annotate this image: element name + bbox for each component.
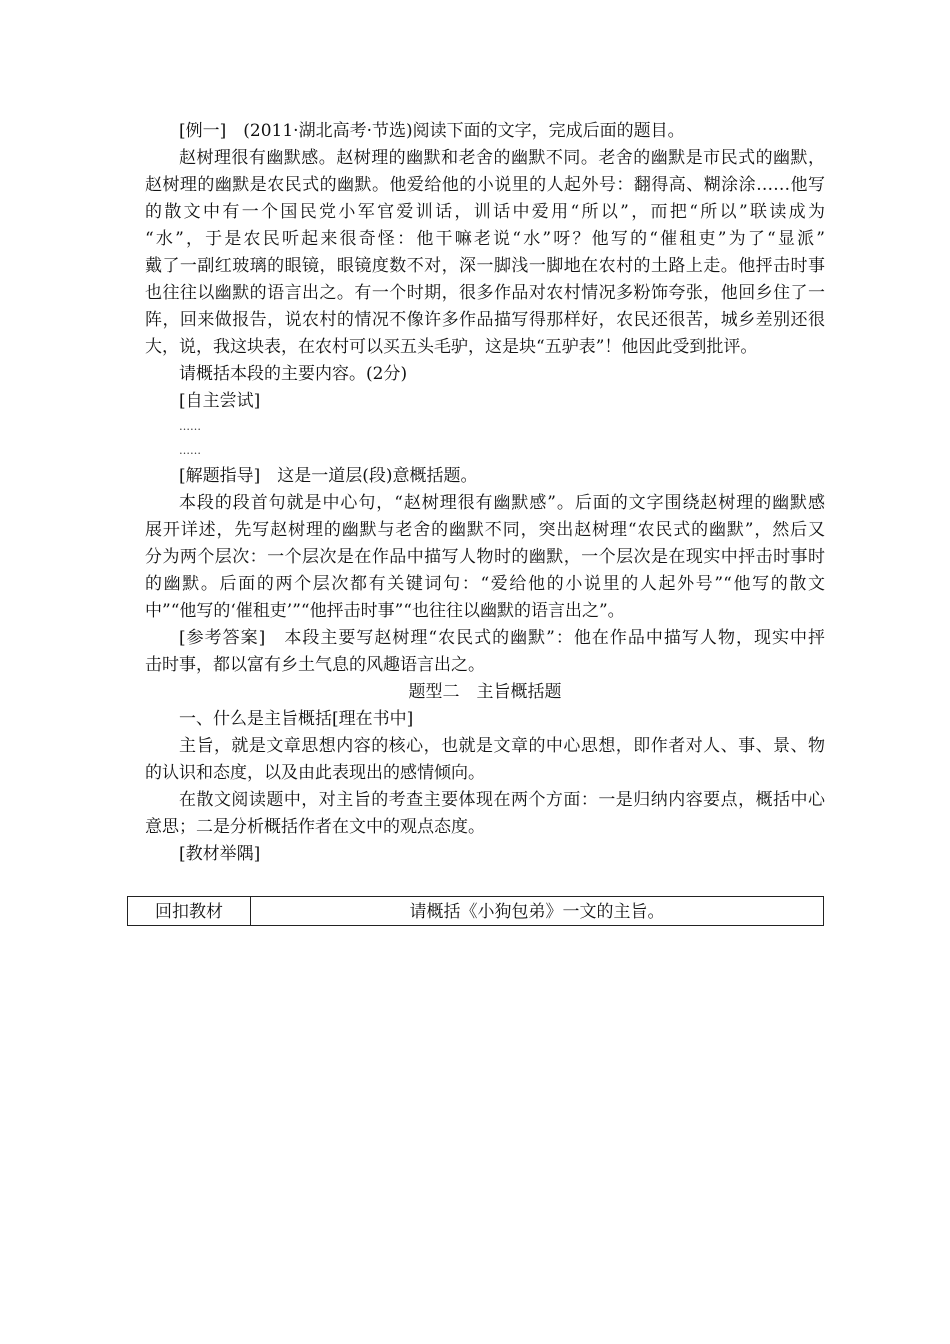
guide-line: 分为两个层次：一个层次是在作品中描写人物时的幽默，一个层次是在现实中抨击时事时: [145, 547, 825, 567]
section-title: 题型二 主旨概括题: [408, 682, 562, 702]
textbook-table: [127, 896, 824, 926]
question: 请概括本段的主要内容。(2分): [179, 364, 408, 384]
passage-line: 赵树理的幽默是农民式的幽默。他爱给他的小说里的人起外号：翻得高、糊涂涂……他写: [145, 175, 825, 195]
passage-line: 赵树理很有幽默感。赵树理的幽默和老舍的幽默不同。老舍的幽默是市民式的幽默，: [179, 148, 825, 168]
passage-line: 大，说，我这块表，在农村可以买五头毛驴，这是块“五驴表”！他因此受到批评。: [145, 337, 758, 357]
passage-line: “水”，于是农民听起来很奇怪：他干嘛老说“水”呀？他写的“催租吏”为了“显派”: [145, 229, 825, 249]
definition-line: 的认识和态度，以及由此表现出的感情倾向。: [145, 763, 485, 783]
reference-answer: [参考答案] 本段主要写赵树理“农民式的幽默”：他在作品中描写人物，现实中抨: [179, 628, 825, 648]
passage-line: 的散文中有一个国民党小军官爱训话，训话中爱用“所以”，而把“所以”联读成为: [145, 202, 825, 222]
example-heading: [例一] (2011·湖北高考·节选)阅读下面的文字，完成后面的题目。: [179, 121, 685, 141]
guide-line: 展开详述，先写赵树理的幽默与老舍的幽默不同，突出赵树理“农民式的幽默”，然后又: [145, 520, 825, 540]
self-try-label: [自主尝试]: [179, 391, 261, 411]
table-row: [128, 897, 824, 926]
reference-answer: 击时事，都以富有乡土气息的风趣语言出之。: [145, 655, 485, 675]
passage-line: 戴了一副红玻璃的眼镜，眼镜度数不对，深一脚浅一脚地在农村的土路上走。他抨击时事: [145, 256, 825, 276]
passage-line: 阵，回来做报告，说农村的情况不像许多作品描写得那样好，农民还很苦，城乡差别还很: [145, 310, 825, 330]
definition-line: 主旨，就是文章思想内容的核心，也就是文章的中心思想，即作者对人、事、景、物: [179, 736, 825, 756]
document-page: [145, 118, 825, 868]
guide-line: 的幽默。后面的两个层次都有关键词句：“爱给他的小说里的人起外号”“他写的散文: [145, 574, 825, 594]
guide-line: 本段的段首句就是中心句，“赵树理很有幽默感”。后面的文字围绕赵树理的幽默感: [179, 493, 825, 513]
exam-focus-line: 意思；二是分析概括作者在文中的观点态度。: [145, 817, 485, 837]
table-cell-question: 请概括《小狗包弟》一文的主旨。: [251, 897, 824, 926]
guide-label: [解题指导] 这是一道层(段)意概括题。: [179, 466, 478, 486]
table-cell-label: 回扣教材: [128, 897, 251, 926]
textbook-label: [教材举隅]: [179, 844, 261, 864]
answer-blank: ……: [179, 444, 201, 457]
section-subheading: 一、什么是主旨概括[理在书中]: [179, 709, 414, 729]
exam-focus-line: 在散文阅读题中，对主旨的考查主要体现在两个方面：一是归纳内容要点，概括中心: [179, 790, 825, 810]
answer-blank: ……: [179, 420, 201, 433]
guide-line: 中”“他写的‘催租吏’”“他抨击时事”“也往往以幽默的语言出之”。: [145, 601, 625, 621]
passage-line: 也往往以幽默的语言出之。有一个时期，很多作品对农村情况多粉饰夸张，他回乡住了一: [145, 283, 825, 303]
